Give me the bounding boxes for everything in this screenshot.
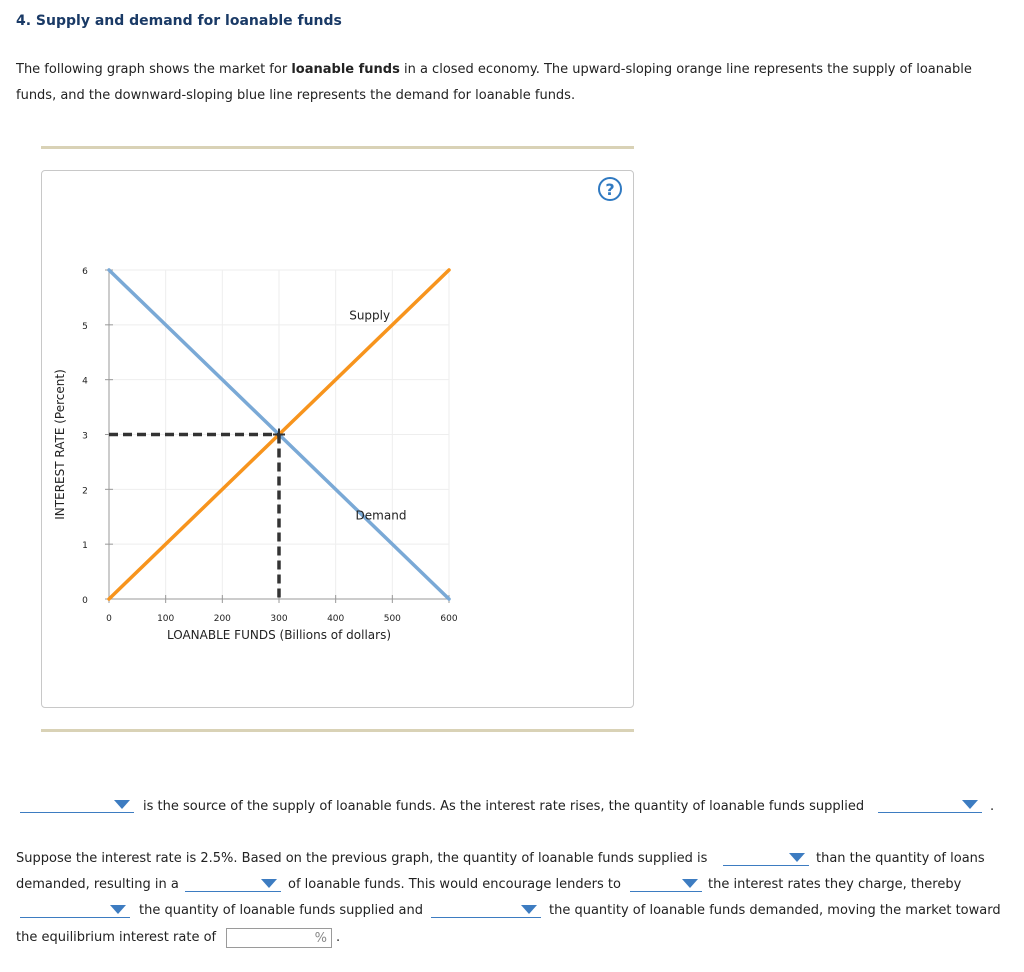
x-tick-label: 500 bbox=[383, 614, 401, 624]
sentence-1-text: is the source of the supply of loanable funds. As the interest rate rises, the quantity of loanable funds supplied bbox=[143, 799, 865, 814]
chevron-down-icon bbox=[521, 905, 537, 914]
equilibrium-rate-input[interactable] bbox=[226, 928, 332, 948]
x-tick-label: 400 bbox=[327, 614, 345, 624]
intro-bold-term: loanable funds bbox=[291, 62, 400, 77]
quantity-supplied-effect-dropdown[interactable] bbox=[20, 901, 130, 918]
x-axis-label: LOANABLE FUNDS (Billions of dollars) bbox=[166, 628, 392, 642]
y-tick-label: 6 bbox=[82, 267, 88, 277]
sentence-2-text-a: Suppose the interest rate is 2.5%. Based on the previous graph, the quantity of loanable funds supplied is bbox=[16, 851, 708, 866]
quantity-supplied-change-dropdown[interactable] bbox=[878, 796, 982, 813]
y-tick-label: 5 bbox=[82, 321, 88, 332]
sentence-3-text-b: of loanable funds. This would encourage lenders to bbox=[288, 877, 621, 892]
x-tick-label: 200 bbox=[213, 614, 231, 624]
x-tick-label: 300 bbox=[270, 614, 288, 624]
percent-unit: % bbox=[314, 931, 327, 946]
sentence-2-text-b: than the quantity of loans bbox=[816, 851, 985, 866]
sentence-5-end: . bbox=[336, 930, 341, 945]
x-tick-label: 600 bbox=[440, 614, 458, 624]
demand-label: Demand bbox=[355, 508, 407, 523]
help-button[interactable]: ? bbox=[598, 177, 622, 201]
quantity-demanded-effect-dropdown[interactable] bbox=[431, 901, 541, 918]
sentence-1-end: . bbox=[990, 799, 995, 814]
lender-action-dropdown[interactable] bbox=[630, 875, 702, 892]
question-intro: The following graph shows the market for loanable funds in a closed economy. The upward-sloping orange line represents the supply of loanable funds, and the downward-sloping blue line represents the demand for loanable funds. bbox=[16, 62, 972, 103]
y-tick-label: 1 bbox=[82, 541, 88, 552]
bottom-divider bbox=[41, 729, 634, 732]
question-title: 4. Supply and demand for loanable funds bbox=[16, 13, 342, 29]
chevron-down-icon bbox=[114, 800, 130, 809]
y-tick-label: 3 bbox=[82, 431, 88, 442]
chevron-down-icon bbox=[110, 905, 126, 914]
chevron-down-icon bbox=[962, 800, 978, 809]
supplied-vs-demanded-dropdown[interactable] bbox=[723, 849, 809, 866]
chevron-down-icon bbox=[261, 879, 277, 888]
sentence-3-text-c: the interest rates they charge, thereby bbox=[708, 877, 962, 892]
sentence-5-text: the equilibrium interest rate of bbox=[16, 930, 217, 945]
y-tick-label: 0 bbox=[82, 596, 88, 606]
y-axis-label: INTEREST RATE (Percent) bbox=[53, 369, 67, 520]
y-tick-label: 2 bbox=[82, 486, 88, 497]
chevron-down-icon bbox=[789, 853, 805, 862]
y-tick-label: 4 bbox=[82, 376, 88, 387]
x-tick-label: 0 bbox=[106, 614, 112, 624]
sentence-3-text-a: demanded, resulting in a bbox=[16, 877, 179, 892]
surplus-shortage-dropdown[interactable] bbox=[185, 875, 281, 892]
sentence-4-text-a: the quantity of loanable funds supplied and bbox=[139, 903, 423, 918]
supply-label: Supply bbox=[349, 308, 391, 323]
x-tick-label: 100 bbox=[157, 614, 175, 624]
sentence-4-text-b: the quantity of loanable funds demanded, moving the market toward bbox=[549, 903, 1001, 918]
source-dropdown[interactable] bbox=[20, 796, 134, 813]
chart-labels bbox=[53, 267, 458, 642]
chevron-down-icon bbox=[682, 879, 698, 888]
